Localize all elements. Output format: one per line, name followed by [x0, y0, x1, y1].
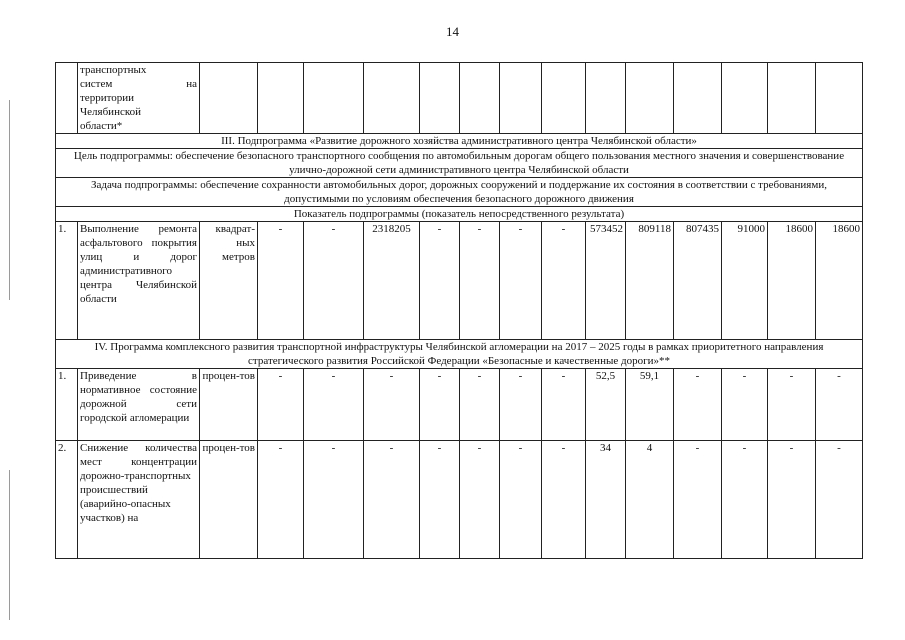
value-cell: -	[542, 222, 586, 340]
table-row	[56, 222, 863, 340]
indicator-name-cell: Приведение в нормативное состояние дорожной сети городской агломерации	[78, 369, 200, 441]
value-cell: 34	[586, 441, 626, 559]
value-cell: -	[768, 369, 816, 441]
goal-row	[56, 149, 863, 178]
value-cell	[304, 63, 364, 134]
value-cell: 4	[626, 441, 674, 559]
value-cell: -	[304, 369, 364, 441]
value-cell: -	[364, 369, 420, 441]
value-cell: -	[364, 441, 420, 559]
value-cell: -	[500, 441, 542, 559]
value-cell	[420, 63, 460, 134]
row-number-cell: 1.	[56, 222, 78, 340]
value-cell	[460, 63, 500, 134]
task-row	[56, 178, 863, 207]
unit-cell: квадрат-ных метров	[200, 222, 258, 340]
page-number: 14	[446, 24, 459, 39]
section-3-goal: Цель подпрограммы: обеспечение безопасного транспортного сообщения по автомобильным дорогам общего пользования местного значения и совершенствование улично-дорожной сети административного центра Челябинской области	[56, 149, 863, 178]
value-cell: -	[304, 222, 364, 340]
value-cell: 807435	[674, 222, 722, 340]
value-cell: 91000	[722, 222, 768, 340]
section-3-task: Задача подпрограммы: обеспечение сохранности автомобильных дорог, дорожных сооружений и поддержание их состояния в соответствии с требованиями, допустимыми по условиям обеспечения безопасного дорожного движения	[56, 178, 863, 207]
indicator-header-row	[56, 207, 863, 222]
table-row	[56, 441, 863, 559]
value-cell: 573452	[586, 222, 626, 340]
value-cell: -	[460, 222, 500, 340]
value-cell: -	[420, 222, 460, 340]
value-cell: -	[420, 441, 460, 559]
value-cell: -	[258, 222, 304, 340]
row-number-cell: 2.	[56, 441, 78, 559]
value-cell: -	[674, 441, 722, 559]
value-cell	[258, 63, 304, 134]
value-cell: -	[674, 369, 722, 441]
value-cell: 18600	[768, 222, 816, 340]
unit-cell: процен-тов	[200, 441, 258, 559]
value-cell: -	[420, 369, 460, 441]
value-cell: -	[500, 369, 542, 441]
unit-cell: процен-тов	[200, 369, 258, 441]
section-title-row	[56, 340, 863, 369]
value-cell	[626, 63, 674, 134]
value-cell: -	[722, 369, 768, 441]
value-cell	[816, 63, 863, 134]
value-cell: 809118	[626, 222, 674, 340]
value-cell: 2318205	[364, 222, 420, 340]
section-3-title: III. Подпрограмма «Развитие дорожного хозяйства административного центра Челябинской области»	[56, 134, 863, 149]
value-cell	[722, 63, 768, 134]
value-cell: -	[258, 441, 304, 559]
value-cell: -	[768, 441, 816, 559]
table-row	[56, 63, 863, 134]
name-line: транспортных	[80, 64, 147, 76]
value-cell: -	[816, 369, 863, 441]
indicator-name-cell: Выполнение ремонта асфальтового покрытия улиц и дорог административного центра Челябинской области	[78, 222, 200, 340]
value-cell: -	[460, 441, 500, 559]
value-cell: -	[816, 441, 863, 559]
value-cell: -	[542, 441, 586, 559]
value-cell	[542, 63, 586, 134]
section-3-indicator-header: Показатель подпрограммы (показатель непосредственного результата)	[56, 207, 863, 222]
value-cell: -	[460, 369, 500, 441]
unit-cell	[200, 63, 258, 134]
indicators-table	[55, 62, 863, 559]
value-cell: -	[304, 441, 364, 559]
value-cell	[364, 63, 420, 134]
indicator-name-cell: Снижение количества мест концентрации дорожно-транспортных происшествий (аварийно-опасных участков) на	[78, 441, 200, 559]
value-cell	[500, 63, 542, 134]
table-row	[56, 369, 863, 441]
indicator-name-cell	[78, 63, 200, 134]
name-line-word: на	[186, 78, 197, 90]
section-title-row	[56, 134, 863, 149]
row-number-cell: 1.	[56, 369, 78, 441]
name-line: территории	[80, 92, 135, 104]
row-number-cell	[56, 63, 78, 134]
value-cell	[586, 63, 626, 134]
section-4-title: IV. Программа комплексного развития транспортной инфраструктуры Челябинской агломерации на 2017 – 2025 годы в рамках приоритетного направления стратегического развития Российской Федерации «Безопасные и качественные дороги»**	[56, 340, 863, 369]
value-cell: -	[542, 369, 586, 441]
scan-edge-mark	[9, 100, 10, 300]
value-cell: 59,1	[626, 369, 674, 441]
name-line	[80, 77, 197, 91]
name-line: Челябинской	[80, 106, 142, 118]
name-line: области*	[80, 120, 123, 132]
value-cell: -	[500, 222, 542, 340]
value-cell	[768, 63, 816, 134]
value-cell: 52,5	[586, 369, 626, 441]
value-cell: -	[722, 441, 768, 559]
value-cell: -	[258, 369, 304, 441]
value-cell: 18600	[816, 222, 863, 340]
name-line-word: систем	[80, 78, 113, 90]
value-cell	[674, 63, 722, 134]
scan-edge-mark	[9, 470, 10, 620]
